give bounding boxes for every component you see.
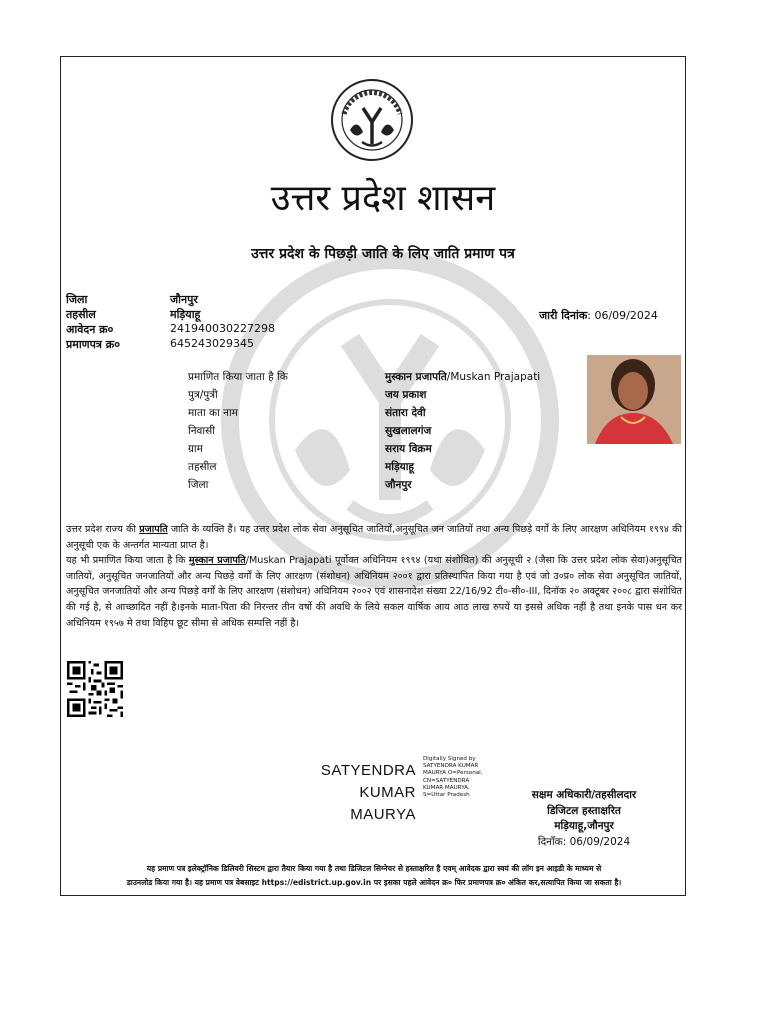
tehsil-value: मड़ियाहू xyxy=(170,308,201,321)
footer-note xyxy=(66,862,682,890)
certification-paragraph-post: /Muskan Prajapati पूर्वोक्त अधिनियम १९९४ (यथा संशोधित) की अनुसूची २ (जैसा कि उत्तर प्रदेश लोक सेवा)अनुसूचित जातियों, अनुसूचित जनजातियों और अन्य पिछड़े वर्गों के लिए आरक्षण (संशोधन) अधिनियम २००१ द्वारा प्रतिस्थापित किया गया है एवं जो उ०प्र० लोक सेवा अनुसूचित जातियों, अनुसूचित जनजातियों और अन्य पिछड़े वर्गों के लिए आरक्षण (संशोधन) अधिनियम २००२ एवं शासनादेश संख्या 22/16/92 टी०-सी०-III, दिनॉक २० अक्टूबर २००८ द्वारा संशोधित की गई है, से आच्छादित नहीं है।इनके माता-पिता की निरन्तर तीन वर्षो की अवधि के लिये सकल वार्षिक आय आठ लाख रुपयें या इससे अधिक नहीं है तथा इनके पास धन कर अधिनियम १९५७ मे तथा विहिप छूट सीमा से अधिक सम्पत्ति नहीं है। xyxy=(66,555,683,629)
caste-paragraph xyxy=(66,522,682,553)
issue-date xyxy=(539,308,658,323)
detail-label-district: जिला xyxy=(188,479,209,491)
certificate-title: उत्तर प्रदेश के पिछड़ी जाति के लिए जाति प्रमाण पत्र xyxy=(251,246,515,262)
caste-paragraph-post: जाति के व्यक्ति हैं। यह उत्तर प्रदेश लोक सेवा अनुसूचित जातियों,अनुसूचित जन जातियों तथा अन्य पिछड़े वर्गों के लिए आरक्षण अधिनियम १९९४ की अनुसूची एक के अन्तर्गत मान्यता प्राप्त है। xyxy=(66,524,682,551)
application-number-value: 241940030227298 xyxy=(170,322,275,335)
detail-value-mother: संतारा देवी xyxy=(385,407,426,419)
signer-first-name: SATYENDRA xyxy=(320,762,416,779)
signature-meta-line: Digitally Signed by xyxy=(423,756,476,762)
detail-value-tehsil: मड़ियाहू xyxy=(385,461,415,473)
detail-value-name xyxy=(385,370,540,384)
signature-meta-line: SATYENDRA KUMAR xyxy=(423,763,479,770)
officer-digital-signed: डिजिटल हस्ताक्षरित xyxy=(547,804,621,817)
certificate-number-label: प्रमाणपत्र क्र० xyxy=(66,338,120,351)
detail-label-parent: पुत्र/पुत्री xyxy=(188,389,218,401)
footer-line-2: डाउनलोड किया गया है। यह प्रमाण पत्र वेबसाइट https://edistrict.up.gov.in पर इसका पहले आवेदन क्र० फिर प्रमाणपत्र क्र० अंकित कर,सत्यापित किया जा सकता है। xyxy=(126,878,622,887)
signature-meta-line: MAURYA O=Personal, xyxy=(423,770,483,777)
officer-date: दिनाँक: 06/09/2024 xyxy=(537,835,631,848)
officer-title: सक्षम अधिकारी/तहसीलदार xyxy=(531,789,637,801)
signature-meta-line: CN=SATYENDRA xyxy=(423,777,470,784)
detail-label-mother: माता का नाम xyxy=(188,407,238,419)
signer-name xyxy=(316,760,416,826)
certification-name: मुस्कान प्रजापति xyxy=(188,555,246,566)
caste-paragraph-pre: उत्तर प्रदेश राज्य की xyxy=(66,524,140,535)
tehsil-label: तहसील xyxy=(66,308,96,321)
certification-paragraph xyxy=(66,553,682,632)
signature-meta-line: S=Uttar Pradesh xyxy=(423,792,470,799)
applicant-name-hindi: मुस्कान प्रजापति xyxy=(385,371,447,383)
applicant-photo-graphic xyxy=(587,355,681,444)
signature-meta-line: KUMAR MAURYA, xyxy=(423,784,470,791)
application-number-label: आवेदन क्र० xyxy=(66,323,114,336)
applicant-photo xyxy=(587,355,681,444)
up-emblem-icon xyxy=(330,78,414,162)
detail-value-parent: जय प्रकाश xyxy=(385,389,427,401)
caste-name: प्रजापति xyxy=(139,524,168,535)
government-title: उत्तर प्रदेश शासन xyxy=(270,178,496,219)
certificate-number-value: 645243029345 xyxy=(170,337,254,350)
detail-label-village: ग्राम xyxy=(188,443,203,455)
detail-label-certified: प्रमाणित किया जाता है कि xyxy=(188,371,288,383)
district-label: जिला xyxy=(66,293,88,306)
detail-value-district: जौनपुर xyxy=(385,479,412,491)
qr-code-icon xyxy=(67,661,123,717)
applicant-name-english: /Muskan Prajapati xyxy=(446,371,541,383)
issue-date-value: : 06/09/2024 xyxy=(587,309,658,322)
detail-value-village: सराय विक्रम xyxy=(385,443,432,455)
detail-label-tehsil: तहसील xyxy=(188,461,217,473)
signer-last-name: MAURYA xyxy=(350,806,416,823)
certification-paragraph-pre: यह भी प्रमाणित किया जाता है कि xyxy=(66,555,189,566)
detail-label-resident: निवासी xyxy=(188,425,215,437)
district-value: जौनपुर xyxy=(170,293,198,306)
issue-date-label: जारी दिनांक xyxy=(539,309,588,322)
detail-value-resident: सुखलालगंज xyxy=(385,425,432,437)
officer-place: मड़ियाहू,जौनपुर xyxy=(554,820,614,832)
footer-line-1: यह प्रमाण पत्र इलेक्ट्रॉनिक डिलिवरी सिस्टम द्वारा तैयार किया गया है तथा डिजिटल सिग्नेचर से हस्ताक्षरित है एवम् आवेदक द्वारा स्वयं की लॉग इन आइडी के माध्यम से xyxy=(146,864,602,873)
signer-middle-name: KUMAR xyxy=(359,784,416,801)
officer-block xyxy=(478,788,690,850)
